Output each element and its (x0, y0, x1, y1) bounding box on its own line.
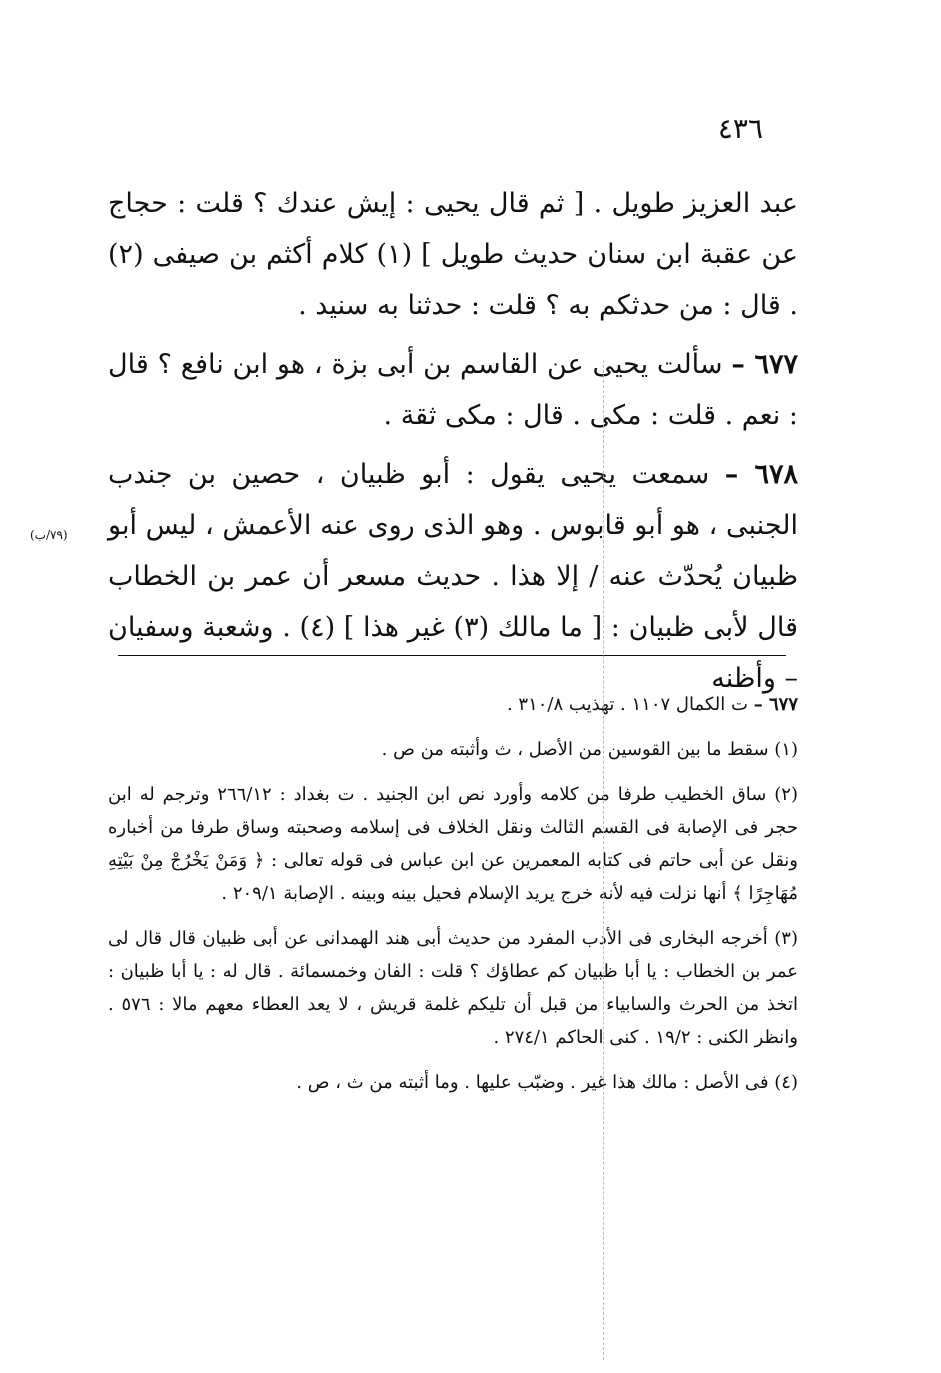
footnote-1: (١) سقط ما بين القوسين من الأصل ، ث وأثبته من ص . (381, 739, 798, 760)
footnote-3: (٣) أخرجه البخارى فى الأدب المفرد من حديث أبى هند الهمدانى عن أبى ظبيان قال قال لى عمر بن الخطاب : يا أبا ظبيان كم عطاؤك ؟ قلت : الفان وخمسمائة . قال له : يا أبا ظبيان : اتخذ من الحرث والسابياء من قبل أن تليكم غلمة قريش ، لا يعد العطاء معهم مالا : ٥٧٦ . وانظر الكنى : ١٩/٢ . كنى الحاكم ٢٧٤/١ . (108, 928, 798, 1048)
main-text (108, 178, 798, 712)
entry-number: ٦٧٨ – (724, 459, 798, 490)
entry-678 (108, 449, 798, 704)
footnotes (108, 688, 798, 1111)
entry-number: ٦٧٧ – (731, 349, 798, 380)
footnote-entry-number: ٦٧٧ – (753, 694, 798, 715)
footnote-divider (118, 655, 786, 656)
entry-text: سمعت يحيى يقول : أبو ظبيان ، حصين بن جندب الجنبى ، هو أبو قابوس . وهو الذى روى عنه الأعمش ، ليس أبو ظبيان يُحدّث عنه / إلا هذا . حديث مسعر أن عمر بن الخطاب قال لأبى ظبيان : [ ما مالك (٣) غير هذا ] (٤) . وشعبة وسفيان – وأظنه (108, 459, 799, 694)
manuscript-folio-note: (٧٩/ب) (30, 528, 68, 542)
page-number: ٤٣٦ (717, 112, 763, 145)
entry-677 (108, 339, 798, 441)
footnote-text: ت الكمال ١١٠٧ . تهذيب ٣١٠/٨ . (506, 694, 748, 715)
footnote-2: (٢) ساق الخطيب طرفا من كلامه وأورد نص ابن الجنيد . ت بغداد : ٢٦٦/١٢ وترجم له ابن حجر فى الإصابة فى القسم الثالث ونقل الخلاف فى إسلامه وصحبته وساق طرفا من أخباره ونقل عن أبى حاتم فى كتابه المعمرين عن ابن عباس فى قوله تعالى : ﴿ وَمَنْ يَخْرُجْ مِنْ بَيْتِهِ مُهَاجِرًا ﴾ أنها نزلت فيه لأنه خرج يريد الإسلام فحيل بينه وبينه . الإصابة ٢٠٩/١ . (108, 784, 798, 904)
paragraph-continuation: عبد العزيز طويل . [ ثم قال يحيى : إيش عندك ؟ قلت : حجاج عن عقبة ابن سنان حديث طويل ] (١) كلام أكثم بن صيفى (٢) . قال : من حدثكم به ؟ قلت : حدثنا به سنيد . (108, 188, 799, 321)
scan-fold-line (603, 360, 604, 1360)
footnote-677 (108, 688, 798, 721)
footnote-4: (٤) فى الأصل : مالك هذا غير . وضبّب عليها . وما أثبته من ث ، ص . (296, 1072, 798, 1093)
entry-text: سألت يحيى عن القاسم بن أبى بزة ، هو ابن نافع ؟ قال : نعم . قلت : مكى . قال : مكى ثقة . (108, 349, 798, 431)
